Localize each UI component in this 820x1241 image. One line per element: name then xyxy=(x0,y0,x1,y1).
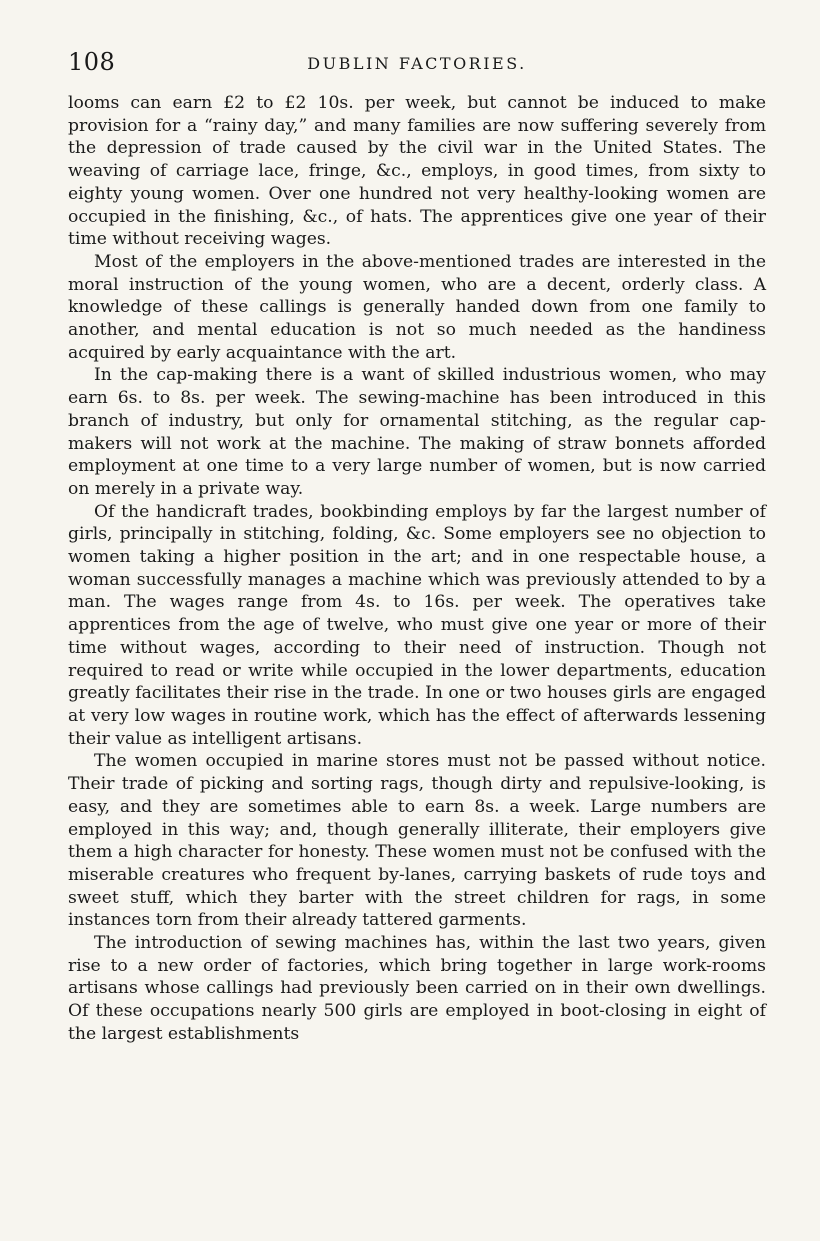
paragraph-cap-making: In the cap-making there is a want of skilled industrious women, who may earn 6s. to 8s. per week. The sewing-machine has been introduced in this branch of industry, but only for ornamental stitching, as the regular cap-makers will not work at the machine. The making of straw bonnets afforded employment at one time to a very large number of women, but is now carried on merely in a private way. xyxy=(68,365,766,499)
paragraph-marine-stores: The women occupied in marine stores must not be passed without notice. Their trade of picking and sorting rags, though dirty and repulsive-looking, is easy, and they are sometimes able to earn 8s. a week. Large numbers are employed in this way; and, though generally illiterate, their employers give them a high character for honesty. These women must not be confused with the miserable creatures who frequent by-lanes, carrying baskets of rude toys and sweet stuff, which they barter with the street children for rags, in some instances torn from their already tattered garments. xyxy=(68,751,766,931)
paragraph-bookbinding: Of the handicraft trades, bookbinding employs by far the largest number of girls, principally in stitching, folding, &c. Some employers see no objection to women taking a higher position in the art; and in one respectable house, a woman successfully manages a machine which was previously attended to by a man. The wages range from 4s. to 16s. per week. The operatives take apprentices from the age of twelve, who must give one year or more of their time without wages, according to their need of instruction. Though not required to read or write while occupied in the lower departments, education greatly facilitates their rise in the trade. In one or two houses girls are engaged at very low wages in routine work, which has the effect of afterwards lessening their value as intelligent artisans. xyxy=(68,501,766,749)
running-title: DUBLIN FACTORIES. xyxy=(307,54,527,73)
book-page xyxy=(68,48,766,1046)
paragraph-sewing-machines: The introduction of sewing machines has, within the last two years, given rise to a new order of factories, which bring together in large work-rooms artisans whose callings had previously been carried on in their own dwellings. Of these occupations nearly 500 girls are employed in boot-closing in eight of the largest establishments xyxy=(68,933,766,1044)
page-header xyxy=(68,48,766,84)
page-number: 108 xyxy=(68,48,116,76)
paragraph-employers-instruction: Most of the employers in the above-mentioned trades are interested in the moral instruction of the young women, who are a decent, orderly class. A knowledge of these callings is generally handed down from one family to another, and mental education is not so much needed as the handiness acquired by early acquaintance with the art. xyxy=(68,251,766,363)
paragraph-looms-wages: looms can earn £2 to £2 10s. per week, but cannot be induced to make provision for a “rainy day,” and many families are now suffering severely from the depression of trade caused by the civil war in the United States. The weaving of carriage lace, fringe, &c., employs, in good times, from sixty to eighty young women. Over one hundred not very healthy-looking women are occupied in the finishing, &c., of hats. The apprentices give one year of their time without receiving wages. xyxy=(68,93,766,250)
body-text xyxy=(68,92,766,1046)
